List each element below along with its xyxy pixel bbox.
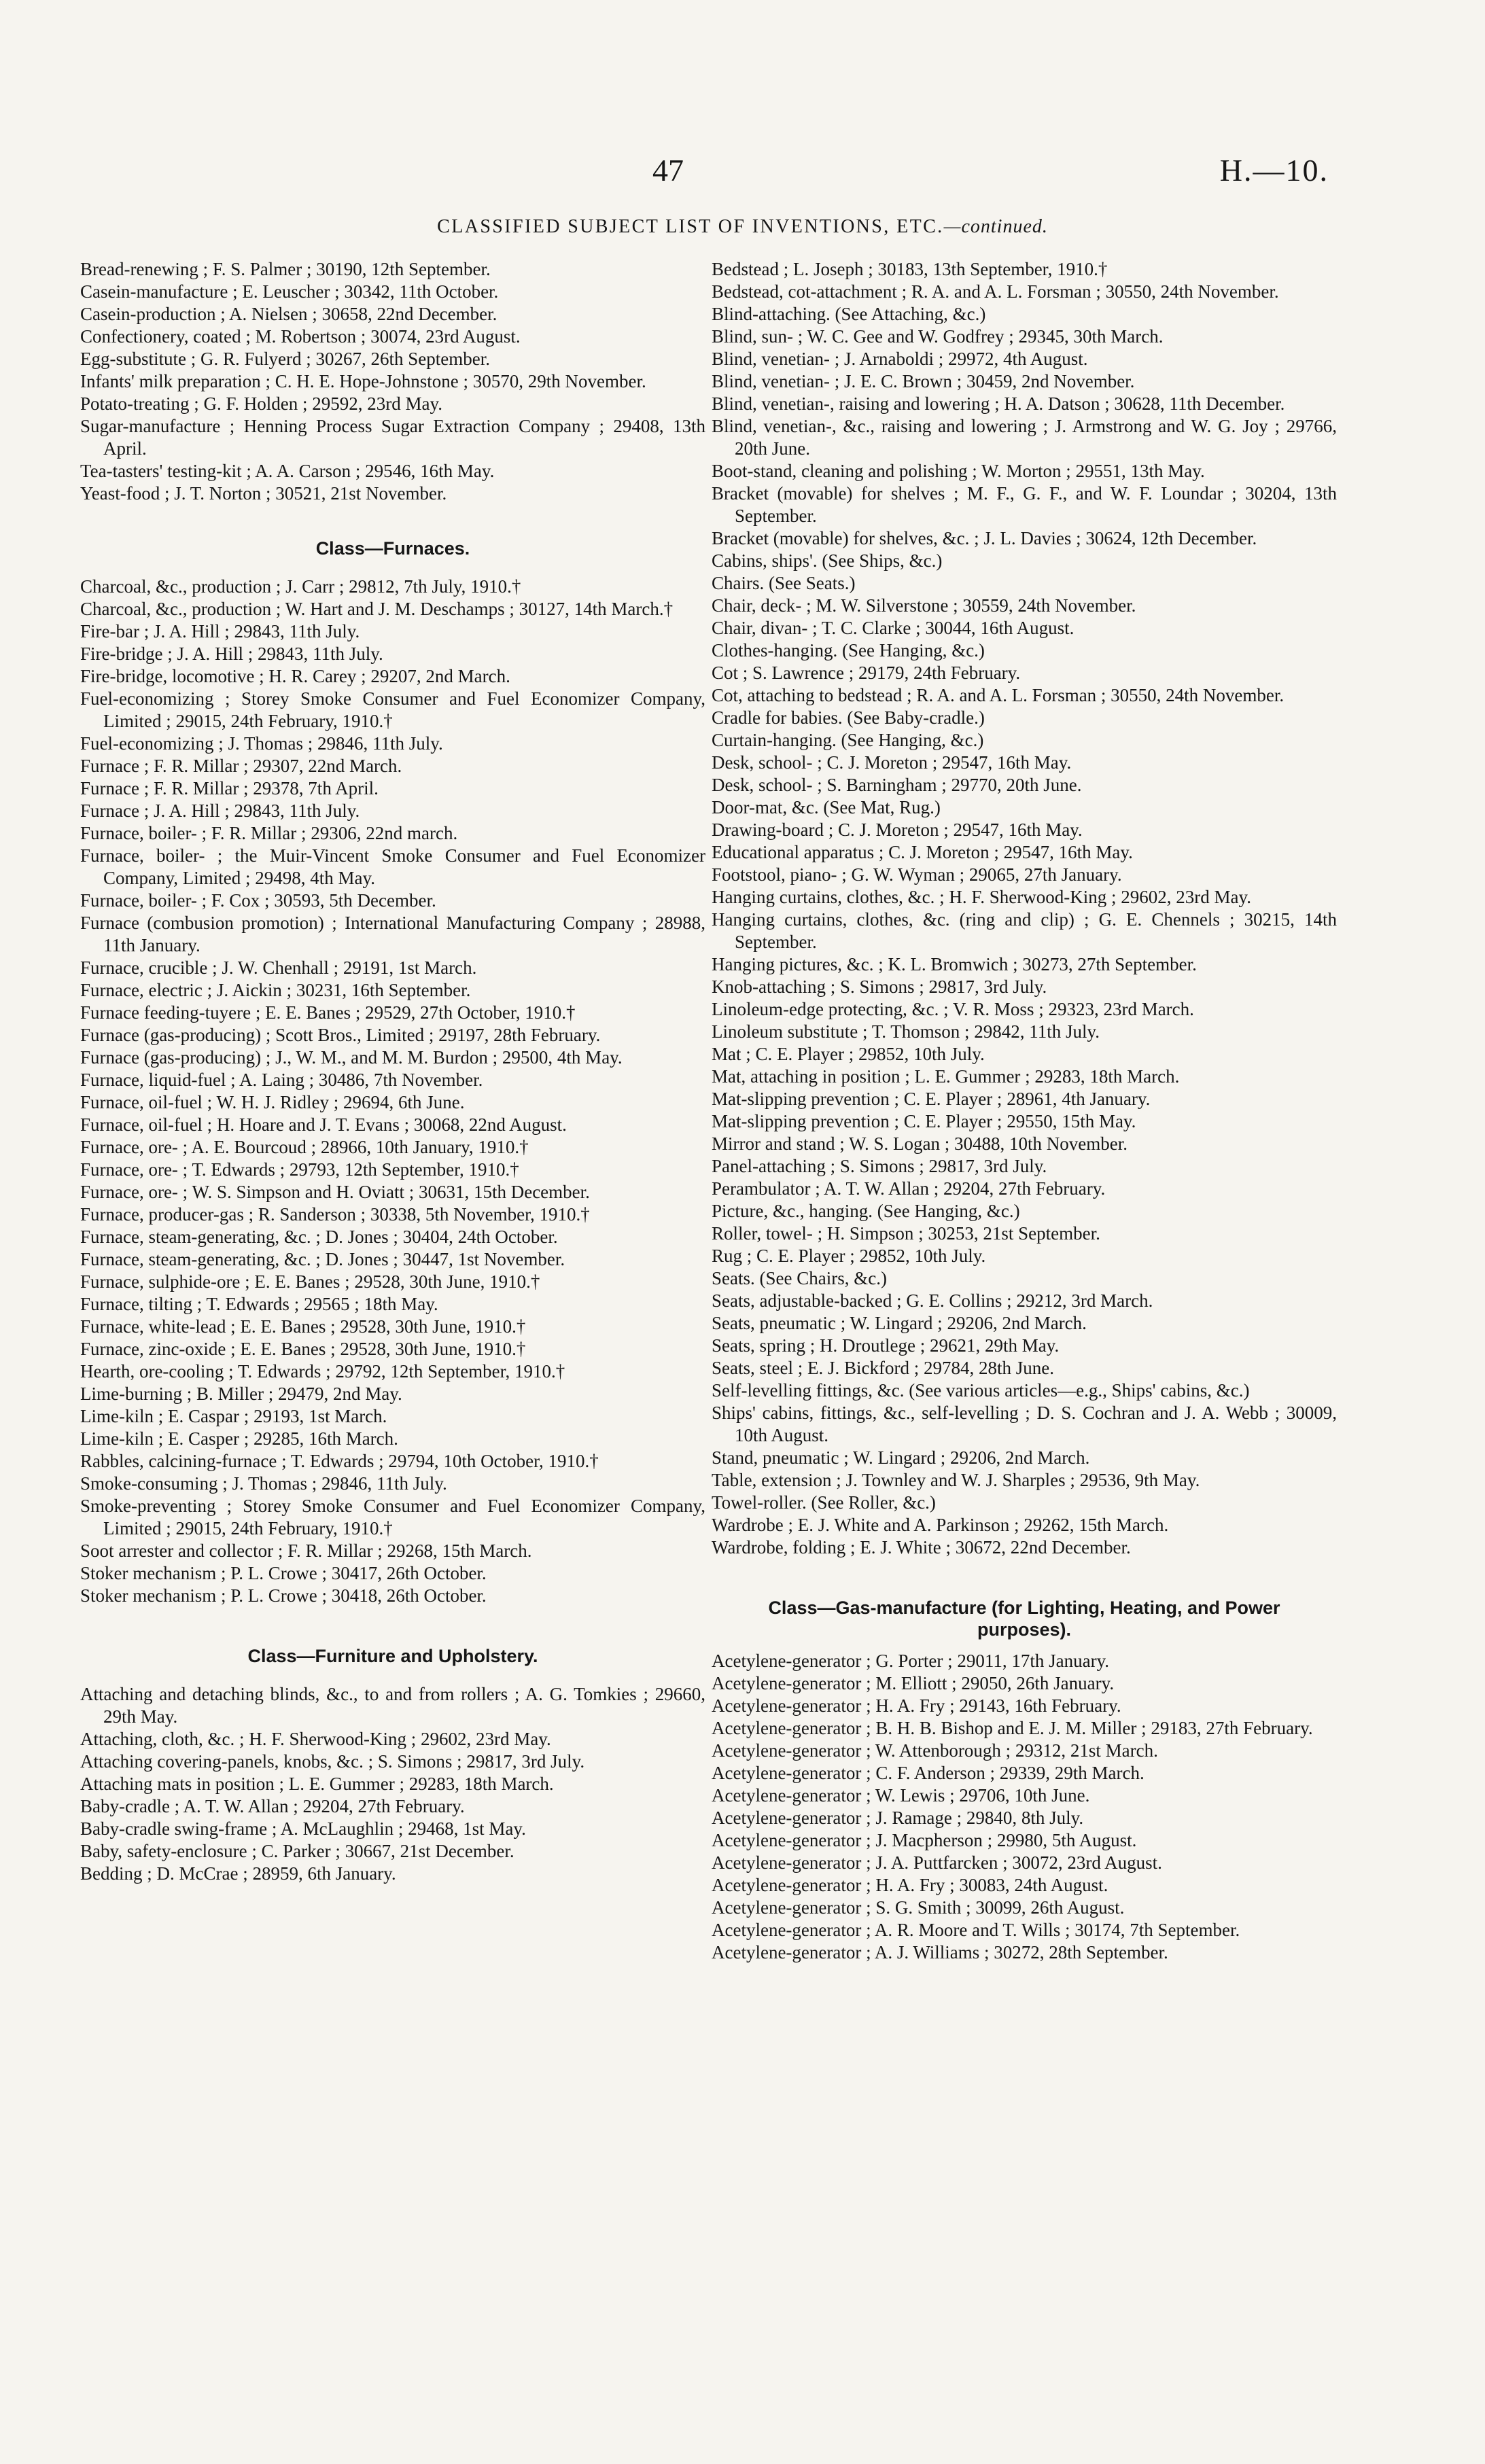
list-item: Blind, venetian-, raising and lowering ; H. A. Datson ; 30628, 11th December. [712,393,1285,414]
list-item: Lime-burning ; B. Miller ; 29479, 2nd May. [80,1384,402,1404]
list-item: Charcoal, &c., production ; W. Hart and J. M. Deschamps ; 30127, 14th March.† [80,599,674,619]
list-item: Furnace, tilting ; T. Edwards ; 29565 ; 18th May. [80,1294,438,1314]
list-item: Furnace, sulphide-ore ; E. E. Banes ; 29528, 30th June, 1910.† [80,1271,540,1292]
list-item: Cot ; S. Lawrence ; 29179, 24th February. [712,663,1021,683]
list-item: Desk, school- ; C. J. Moreton ; 29547, 16th May. [712,752,1072,773]
list-item: Clothes-hanging. (See Hanging, &c.) [712,640,985,661]
list-item: Chairs. (See Seats.) [712,573,856,593]
list-item: Lime-kiln ; E. Casper ; 29285, 16th March. [80,1428,398,1449]
list-item: Furnace, boiler- ; F. Cox ; 30593, 5th December. [80,890,436,911]
list-item: Yeast-food ; J. T. Norton ; 30521, 21st November. [80,483,447,504]
list-item: Wardrobe ; E. J. White and A. Parkinson ; 29262, 15th March. [712,1515,1169,1535]
list-item: Furnace, boiler- ; the Muir-Vincent Smoke Consumer and Fuel Economizer Company, Limited ; 29498, 4th May. [80,845,705,888]
list-item: Seats. (See Chairs, &c.) [712,1268,887,1288]
list-item: Furnace feeding-tuyere ; E. E. Banes ; 29529, 27th October, 1910.† [80,1002,576,1023]
furnaces-entries [80,576,705,1607]
list-item: Footstool, piano- ; G. W. Wyman ; 29065, 27th January. [712,864,1122,885]
list-item: Potato-treating ; G. F. Holden ; 29592, 23rd May. [80,393,443,414]
running-head-continued: —continued. [943,216,1048,237]
list-item: Desk, school- ; S. Barningham ; 29770, 20th June. [712,775,1082,795]
list-item: Fire-bar ; J. A. Hill ; 29843, 11th July. [80,621,360,641]
list-item: Blind, venetian- ; J. E. C. Brown ; 30459, 2nd November. [712,371,1135,391]
list-item: Seats, pneumatic ; W. Lingard ; 29206, 2nd March. [712,1313,1087,1333]
list-item: Attaching mats in position ; L. E. Gummer ; 29283, 18th March. [80,1774,554,1794]
list-item: Furnace, steam-generating, &c. ; D. Jones ; 30447, 1st November. [80,1249,565,1269]
list-item: Tea-tasters' testing-kit ; A. A. Carson ; 29546, 16th May. [80,461,495,481]
list-item: Attaching covering-panels, knobs, &c. ; S. Simons ; 29817, 3rd July. [80,1751,585,1772]
running-head [0,216,1485,238]
list-item: Chair, deck- ; M. W. Silverstone ; 30559, 24th November. [712,595,1136,616]
list-item: Furnace, crucible ; J. W. Chenhall ; 29191, 1st March. [80,957,477,978]
list-item: Baby, safety-enclosure ; C. Parker ; 30667, 21st December. [80,1841,514,1861]
list-item: Blind, venetian- ; J. Arnaboldi ; 29972, 4th August. [712,349,1088,369]
list-item: Table, extension ; J. Townley and W. J. Sharples ; 29536, 9th May. [712,1470,1200,1490]
list-item: Cabins, ships'. (See Ships, &c.) [712,550,943,571]
list-item: Mat-slipping prevention ; C. E. Player ; 28961, 4th January. [712,1089,1151,1109]
list-item: Furnace (gas-producing) ; J., W. M., and M. M. Burdon ; 29500, 4th May. [80,1047,623,1068]
list-item: Furnace, zinc-oxide ; E. E. Banes ; 29528, 30th June, 1910.† [80,1339,526,1359]
list-item: Knob-attaching ; S. Simons ; 29817, 3rd July. [712,976,1047,997]
list-item: Smoke-consuming ; J. Thomas ; 29846, 11th July. [80,1473,447,1494]
list-item: Acetylene-generator ; J. Macpherson ; 29980, 5th August. [712,1830,1137,1850]
list-item: Acetylene-generator ; H. A. Fry ; 30083, 24th August. [712,1875,1108,1895]
list-item: Hanging curtains, clothes, &c. (ring and clip) ; G. E. Chennels ; 30215, 14th September. [712,909,1337,952]
section-heading-furnaces: Class—Furnaces. [315,538,470,559]
section-heading-gas-manufacture: Class—Gas-manufacture (for Lighting, Heating, and Power purposes). [768,1598,1280,1640]
list-item: Acetylene-generator ; W. Lewis ; 29706, 10th June. [712,1785,1090,1806]
list-item: Fire-bridge ; J. A. Hill ; 29843, 11th July. [80,644,383,664]
list-item: Linoleum substitute ; T. Thomson ; 29842, 11th July. [712,1021,1100,1042]
list-item: Towel-roller. (See Roller, &c.) [712,1492,936,1513]
list-item: Furnace, ore- ; W. S. Simpson and H. Oviatt ; 30631, 15th December. [80,1182,590,1202]
list-item: Casein-production ; A. Nielsen ; 30658, 22nd December. [80,304,497,324]
list-item: Linoleum-edge protecting, &c. ; V. R. Moss ; 29323, 23rd March. [712,999,1194,1019]
list-item: Casein-manufacture ; E. Leuscher ; 30342, 11th October. [80,281,499,302]
list-item: Furnace (combusion promotion) ; International Manufacturing Company ; 28988, 11th January. [80,913,705,955]
list-item: Seats, steel ; E. J. Bickford ; 29784, 28th June. [712,1358,1054,1378]
list-item: Seats, adjustable-backed ; G. E. Collins ; 29212, 3rd March. [712,1290,1153,1311]
right-column [712,258,1337,1964]
list-item: Furnace ; F. R. Millar ; 29307, 22nd March. [80,756,402,776]
list-item: Bedstead ; L. Joseph ; 30183, 13th September, 1910.† [712,259,1108,279]
list-item: Drawing-board ; C. J. Moreton ; 29547, 16th May. [712,820,1083,840]
list-item: Hearth, ore-cooling ; T. Edwards ; 29792, 12th September, 1910.† [80,1361,565,1381]
list-item: Furnace, boiler- ; F. R. Millar ; 29306, 22nd march. [80,823,458,843]
list-item: Cot, attaching to bedstead ; R. A. and A. L. Forsman ; 30550, 24th November. [712,685,1285,705]
list-item: Stand, pneumatic ; W. Lingard ; 29206, 2nd March. [712,1447,1090,1468]
list-item: Mirror and stand ; W. S. Logan ; 30488, 10th November. [712,1133,1128,1154]
list-item: Acetylene-generator ; B. H. B. Bishop and E. J. M. Miller ; 29183, 27th February. [712,1718,1313,1738]
list-item: Seats, spring ; H. Droutlege ; 29621, 29th May. [712,1335,1060,1356]
list-item: Acetylene-generator ; J. Ramage ; 29840, 8th July. [712,1808,1084,1828]
list-item: Mat, attaching in position ; L. E. Gummer ; 29283, 18th March. [712,1066,1180,1087]
list-item: Acetylene-generator ; M. Elliott ; 29050, 26th January. [712,1673,1115,1693]
left-column [80,258,705,1885]
food-entries [80,258,705,505]
list-item: Rug ; C. E. Player ; 29852, 10th July. [712,1246,986,1266]
list-item: Perambulator ; A. T. W. Allan ; 29204, 27th February. [712,1178,1106,1199]
list-item: Furnace ; F. R. Millar ; 29378, 7th April. [80,778,379,798]
list-item: Attaching and detaching blinds, &c., to and from rollers ; A. G. Tomkies ; 29660, 29th May. [80,1684,705,1727]
list-item: Curtain-hanging. (See Hanging, &c.) [712,730,984,750]
list-item: Smoke-preventing ; Storey Smoke Consumer and Fuel Economizer Company, Limited ; 29015, 24th February, 1910.† [80,1496,705,1538]
list-item: Charcoal, &c., production ; J. Carr ; 29812, 7th July, 1910.† [80,576,521,597]
list-item: Hanging curtains, clothes, &c. ; H. F. Sherwood-King ; 29602, 23rd May. [712,887,1251,907]
list-item: Furnace, oil-fuel ; W. H. J. Ridley ; 29694, 6th June. [80,1092,465,1112]
list-item: Blind, sun- ; W. C. Gee and W. Godfrey ; 29345, 30th March. [712,326,1164,347]
list-item: Bread-renewing ; F. S. Palmer ; 30190, 12th September. [80,259,491,279]
list-item: Fuel-economizing ; Storey Smoke Consumer and Fuel Economizer Company, Limited ; 29015, 24th February, 1910.† [80,688,705,731]
list-item: Acetylene-generator ; S. G. Smith ; 30099, 26th August. [712,1897,1125,1918]
furniture-entries-right [712,258,1337,1559]
list-item: Fuel-economizing ; J. Thomas ; 29846, 11th July. [80,733,443,754]
list-item: Bedstead, cot-attachment ; R. A. and A. L. Forsman ; 30550, 24th November. [712,281,1279,302]
list-item: Baby-cradle swing-frame ; A. McLaughlin ; 29468, 1st May. [80,1818,526,1839]
list-item: Furnace (gas-producing) ; Scott Bros., Limited ; 29197, 28th February. [80,1025,601,1045]
list-item: Baby-cradle ; A. T. W. Allan ; 29204, 27th February. [80,1796,465,1816]
running-head-title: CLASSIFIED SUBJECT LIST OF INVENTIONS, ETC. [437,216,944,237]
list-item: Stoker mechanism ; P. L. Crowe ; 30417, 26th October. [80,1563,487,1583]
gas-entries [712,1650,1337,1964]
list-item: Soot arrester and collector ; F. R. Millar ; 29268, 15th March. [80,1541,532,1561]
list-item: Confectionery, coated ; M. Robertson ; 30074, 23rd August. [80,326,521,347]
list-item: Furnace, ore- ; A. E. Bourcoud ; 28966, 10th January, 1910.† [80,1137,529,1157]
list-item: Blind-attaching. (See Attaching, &c.) [712,304,986,324]
list-item: Acetylene-generator ; C. F. Anderson ; 29339, 29th March. [712,1763,1145,1783]
list-item: Furnace, oil-fuel ; H. Hoare and J. T. Evans ; 30068, 22nd August. [80,1114,567,1135]
list-item: Rabbles, calcining-furnace ; T. Edwards ; 29794, 10th October, 1910.† [80,1451,599,1471]
list-item: Self-levelling fittings, &c. (See various articles—e.g., Ships' cabins, &c.) [712,1380,1250,1401]
list-item: Acetylene-generator ; W. Attenborough ; 29312, 21st March. [712,1740,1158,1761]
list-item: Acetylene-generator ; A. J. Williams ; 30272, 28th September. [712,1942,1168,1963]
list-item: Acetylene-generator ; H. A. Fry ; 29143, 16th February. [712,1695,1121,1716]
list-item: Ships' cabins, fittings, &c., self-levelling ; D. S. Cochran and J. A. Webb ; 30009, 10th August. [712,1403,1337,1445]
list-item: Mat ; C. E. Player ; 29852, 10th July. [712,1044,985,1064]
list-item: Picture, &c., hanging. (See Hanging, &c.) [712,1201,1020,1221]
section-heading-furniture: Class—Furniture and Upholstery. [247,1646,538,1666]
list-item: Furnace, steam-generating, &c. ; D. Jones ; 30404, 24th October. [80,1227,558,1247]
page-number: 47 [652,153,684,188]
list-item: Blind, venetian-, &c., raising and lowering ; J. Armstrong and W. G. Joy ; 29766, 20th June. [712,416,1337,459]
list-item: Bracket (movable) for shelves, &c. ; J. L. Davies ; 30624, 12th December. [712,528,1257,548]
list-item: Stoker mechanism ; P. L. Crowe ; 30418, 26th October. [80,1585,487,1606]
list-item: Mat-slipping prevention ; C. E. Player ; 29550, 15th May. [712,1111,1136,1131]
list-item: Furnace, white-lead ; E. E. Banes ; 29528, 30th June, 1910.† [80,1316,526,1337]
list-item: Sugar-manufacture ; Henning Process Sugar Extraction Company ; 29408, 13th April. [80,416,705,459]
list-item: Attaching, cloth, &c. ; H. F. Sherwood-King ; 29602, 23rd May. [80,1729,551,1749]
list-item: Acetylene-generator ; J. A. Puttfarcken ; 30072, 23rd August. [712,1852,1162,1873]
list-item: Hanging pictures, &c. ; K. L. Bromwich ; 30273, 27th September. [712,954,1197,974]
list-item: Furnace, liquid-fuel ; A. Laing ; 30486, 7th November. [80,1070,483,1090]
furniture-entries-left [80,1683,705,1885]
list-item: Boot-stand, cleaning and polishing ; W. Morton ; 29551, 13th May. [712,461,1205,481]
list-item: Wardrobe, folding ; E. J. White ; 30672, 22nd December. [712,1537,1131,1557]
list-item: Cradle for babies. (See Baby-cradle.) [712,707,985,728]
list-item: Roller, towel- ; H. Simpson ; 30253, 21st September. [712,1223,1100,1244]
list-item: Acetylene-generator ; G. Porter ; 29011, 17th January. [712,1651,1110,1671]
list-item: Infants' milk preparation ; C. H. E. Hope-Johnstone ; 30570, 29th November. [80,371,646,391]
list-item: Furnace, producer-gas ; R. Sanderson ; 30338, 5th November, 1910.† [80,1204,590,1225]
list-item: Panel-attaching ; S. Simons ; 29817, 3rd July. [712,1156,1047,1176]
list-item: Furnace, ore- ; T. Edwards ; 29793, 12th September, 1910.† [80,1159,519,1180]
list-item: Fire-bridge, locomotive ; H. R. Carey ; 29207, 2nd March. [80,666,510,686]
list-item: Egg-substitute ; G. R. Fulyerd ; 30267, 26th September. [80,349,490,369]
list-item: Educational apparatus ; C. J. Moreton ; 29547, 16th May. [712,842,1133,862]
list-item: Door-mat, &c. (See Mat, Rug.) [712,797,941,817]
page-reference: H.—10. [1219,153,1329,188]
list-item: Furnace ; J. A. Hill ; 29843, 11th July. [80,800,360,821]
list-item: Chair, divan- ; T. C. Clarke ; 30044, 16th August. [712,618,1075,638]
list-item: Furnace, electric ; J. Aickin ; 30231, 16th September. [80,980,471,1000]
list-item: Acetylene-generator ; A. R. Moore and T. Wills ; 30174, 7th September. [712,1920,1240,1940]
list-item: Bracket (movable) for shelves ; M. F., G. F., and W. F. Loundar ; 30204, 13th September. [712,483,1337,526]
list-item: Bedding ; D. McCrae ; 28959, 6th January. [80,1863,396,1884]
list-item: Lime-kiln ; E. Caspar ; 29193, 1st March. [80,1406,387,1426]
